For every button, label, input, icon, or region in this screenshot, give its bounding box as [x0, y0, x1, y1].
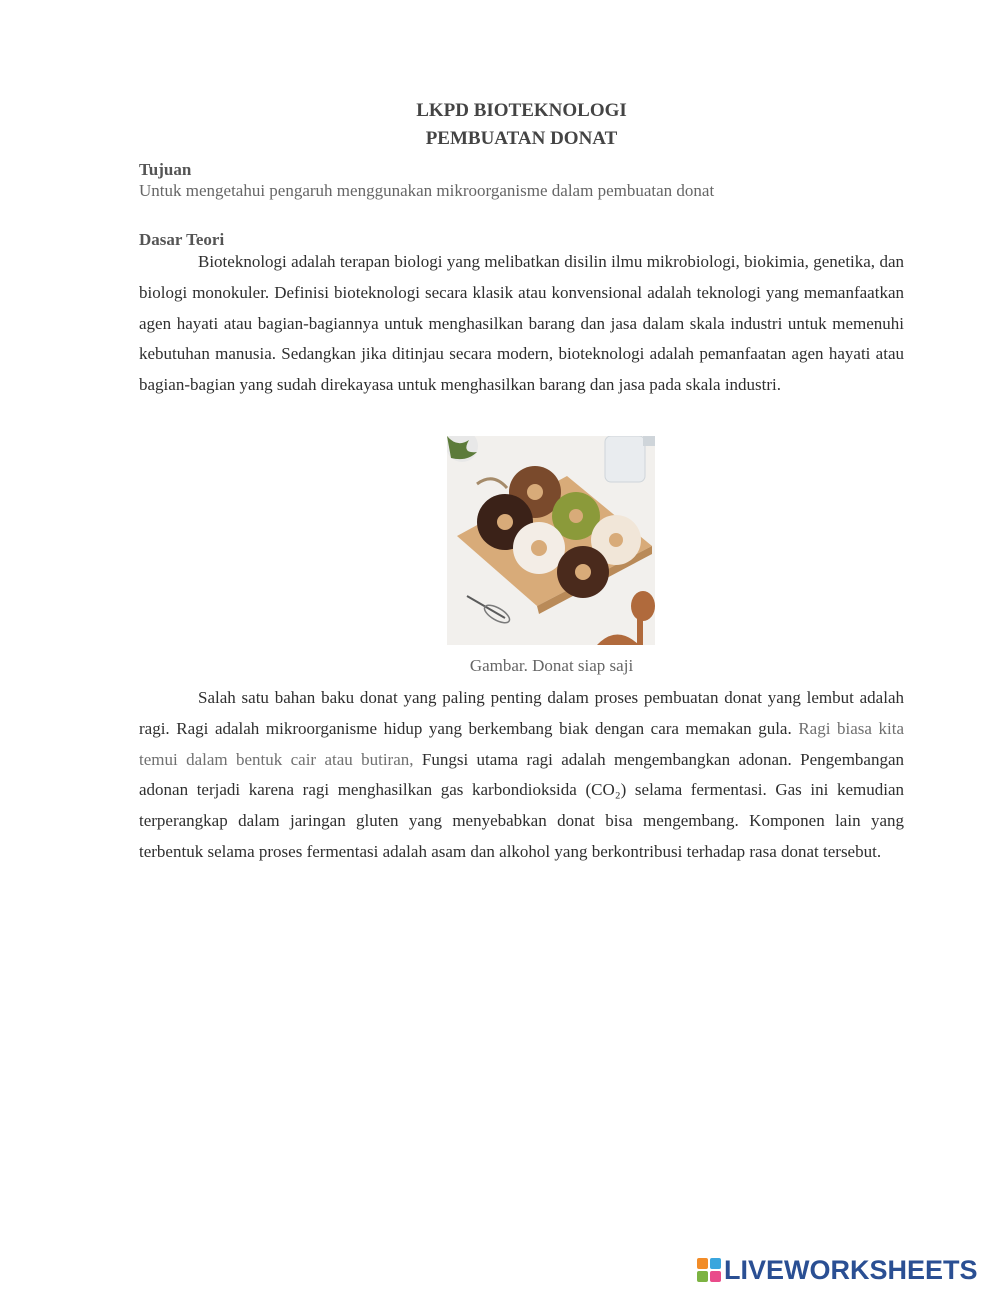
- figure-caption: Gambar. Donat siap saji: [469, 656, 634, 675]
- liveworksheets-logo: [697, 1255, 997, 1285]
- paragraph1-text: Bioteknologi adalah terapan biologi yang melibatkan disilin ilmu mikrobiologi, biokimia, genetika, dan biologi monokuler. Definisi bioteknologi secara klasik atau konvensional adalah teknologi yang memanfaatkan agen hayati atau bagian-bagiannya untuk menghasilkan barang dan jasa dalam skala industri untuk memenuhi kebutuhan manusia. Sedangkan jika ditinjau secara modern, bioteknologi adalah pemanfaatan agen hayati atau bagian-bagian yang sudah direkayasa untuk menghasilkan barang dan jasa pada skala industri.: [139, 252, 904, 395]
- logo-text: LIVEWORKSHEETS: [724, 1255, 978, 1285]
- title-line1: LKPD BIOTEKNOLOGI: [416, 100, 627, 121]
- title-line2: PEMBUATAN DONAT: [425, 128, 618, 149]
- donut-illustration: [447, 436, 655, 645]
- tujuan-text: Untuk mengetahui pengaruh menggunakan mikroorganisme dalam pembuatan donat: [139, 181, 715, 200]
- paragraph-ragi: [139, 683, 904, 868]
- tujuan-heading: Tujuan: [139, 160, 192, 179]
- dasar-teori-heading: Dasar Teori: [139, 230, 225, 249]
- paragraph2-grey-text: Ragi biasa kita temui dalam bentuk cair atau butiran,: [139, 718, 905, 769]
- liveworksheets-mark-icon: [697, 1258, 721, 1282]
- paragraph-bioteknologi: [139, 247, 904, 401]
- paragraph2-text-part1: Salah satu bahan baku donat yang paling penting dalam proses pembuatan donat yang lembut adalah ragi. Ragi adalah mikroorganisme hidup yang berkembang biak dengan cara memakan gula.: [139, 688, 904, 738]
- donut-photo: [447, 436, 655, 645]
- paragraph2-text-part2: Fungsi utama ragi adalah mengembangkan adonan. Pengembangan adonan terjadi karena ragi menghasilkan gas karbondioksida (CO₂) selama fermentasi. Gas ini kemudian terperangkap dalam jaringan gluten yang menyebabkan donat bisa mengembang. Komponen lain yang terbentuk selama proses fermentasi adalah asam dan alkohol yang berkontribusi terhadap rasa donat tersebut.: [139, 749, 905, 861]
